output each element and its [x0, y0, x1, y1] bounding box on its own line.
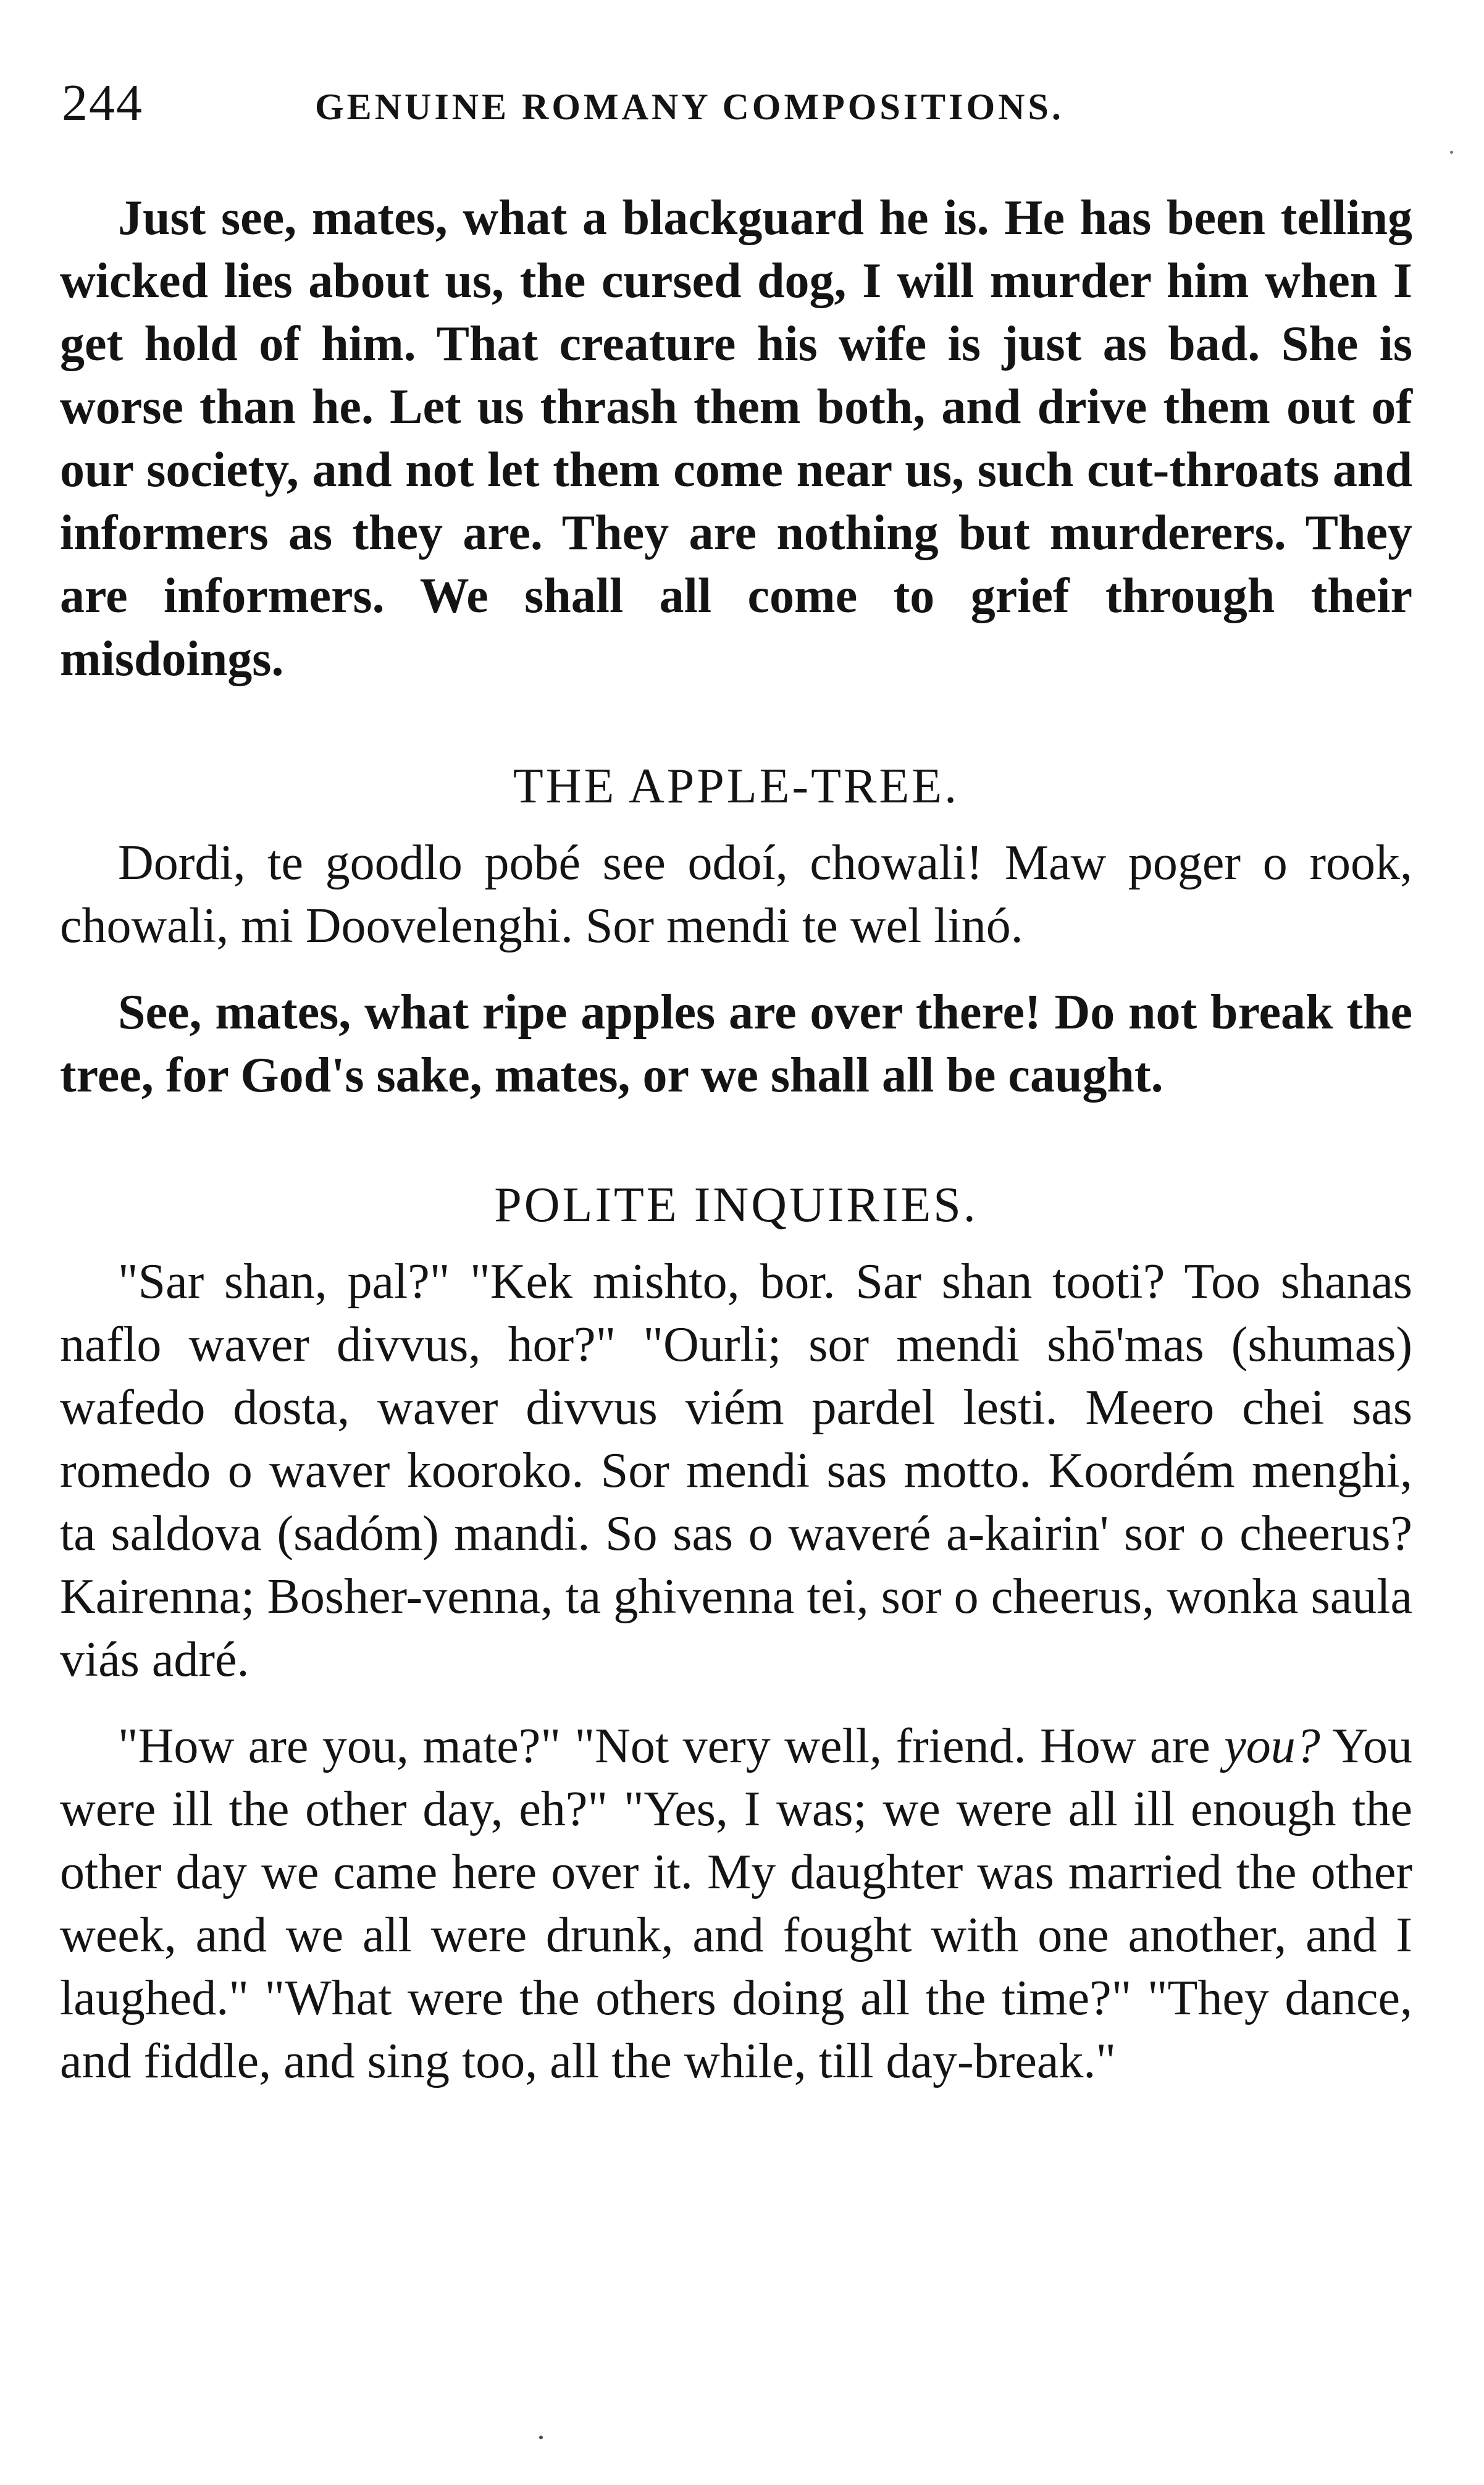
body-text	[60, 187, 1412, 2093]
paragraph-apple-english: See, mates, what ripe apples are over there! Do not break the tree, for God's sake, mates, or we shall all be caught.	[60, 985, 1412, 1103]
paragraph-polite-romany: "Sar shan, pal?" "Kek mishto, bor. Sar shan tooti? Too shanas naflo waver divvus, hor?" "Ourli; sor mendi shō'mas (shumas) wafedo dosta, waver divvus viém pardel lesti. Meero chei sas romedo o waver kooroko. Sor mendi sas motto. Koordém menghi, ta saldova (sadóm) mandi. So sas o waveré a-kairin' sor o cheerus? Kairenna; Bosher-venna, ta ghivenna tei, sor o cheerus, wonka saula viás adré.	[60, 1255, 1412, 1687]
heading-polite-inquiries: POLITE INQUIRIES.	[494, 1178, 978, 1232]
polite-english-part-a: "How are you, mate?" "Not very well, friend. How are	[118, 1719, 1225, 1773]
paragraph-apple-romany: Dordi, te goodlo pobé see odoí, chowali! Maw poger o rook, chowali, mi Doovelenghi. Sor mendi te wel linó.	[60, 836, 1412, 953]
paragraph-informers: Just see, mates, what a blackguard he is. He has been telling wicked lies about us, the cursed dog, I will murder him when I get hold of him. That creature his wife is just as bad. She is worse than he. Let us thrash them both, and drive them out of our society, and not let them come near us, such cut-throats and informers as they are. They are nothing but murderers. They are informers. We shall all come to grief through their misdoings.	[60, 191, 1412, 686]
polite-english-part-b: You were ill the other day, eh?" "Yes, I was; we were all ill enough the other day we came here over it. My daughter was married the other week, and we all were drunk, and fought with one another, and I laughed." "What were the others doing all the time?" "They dance, and fiddle, and sing too, all the while, till day-break."	[60, 1719, 1413, 2088]
page-number: 244	[62, 74, 143, 132]
polite-english-italic: you?	[1224, 1719, 1320, 1773]
running-title: GENUINE ROMANY COMPOSITIONS.	[315, 86, 1064, 127]
scan-speck	[1450, 151, 1453, 154]
heading-apple-tree: THE APPLE-TREE.	[513, 759, 960, 814]
running-head	[62, 69, 1420, 137]
scan-speck-bottom	[539, 2436, 543, 2439]
paragraph-polite-english	[60, 1715, 1412, 2093]
